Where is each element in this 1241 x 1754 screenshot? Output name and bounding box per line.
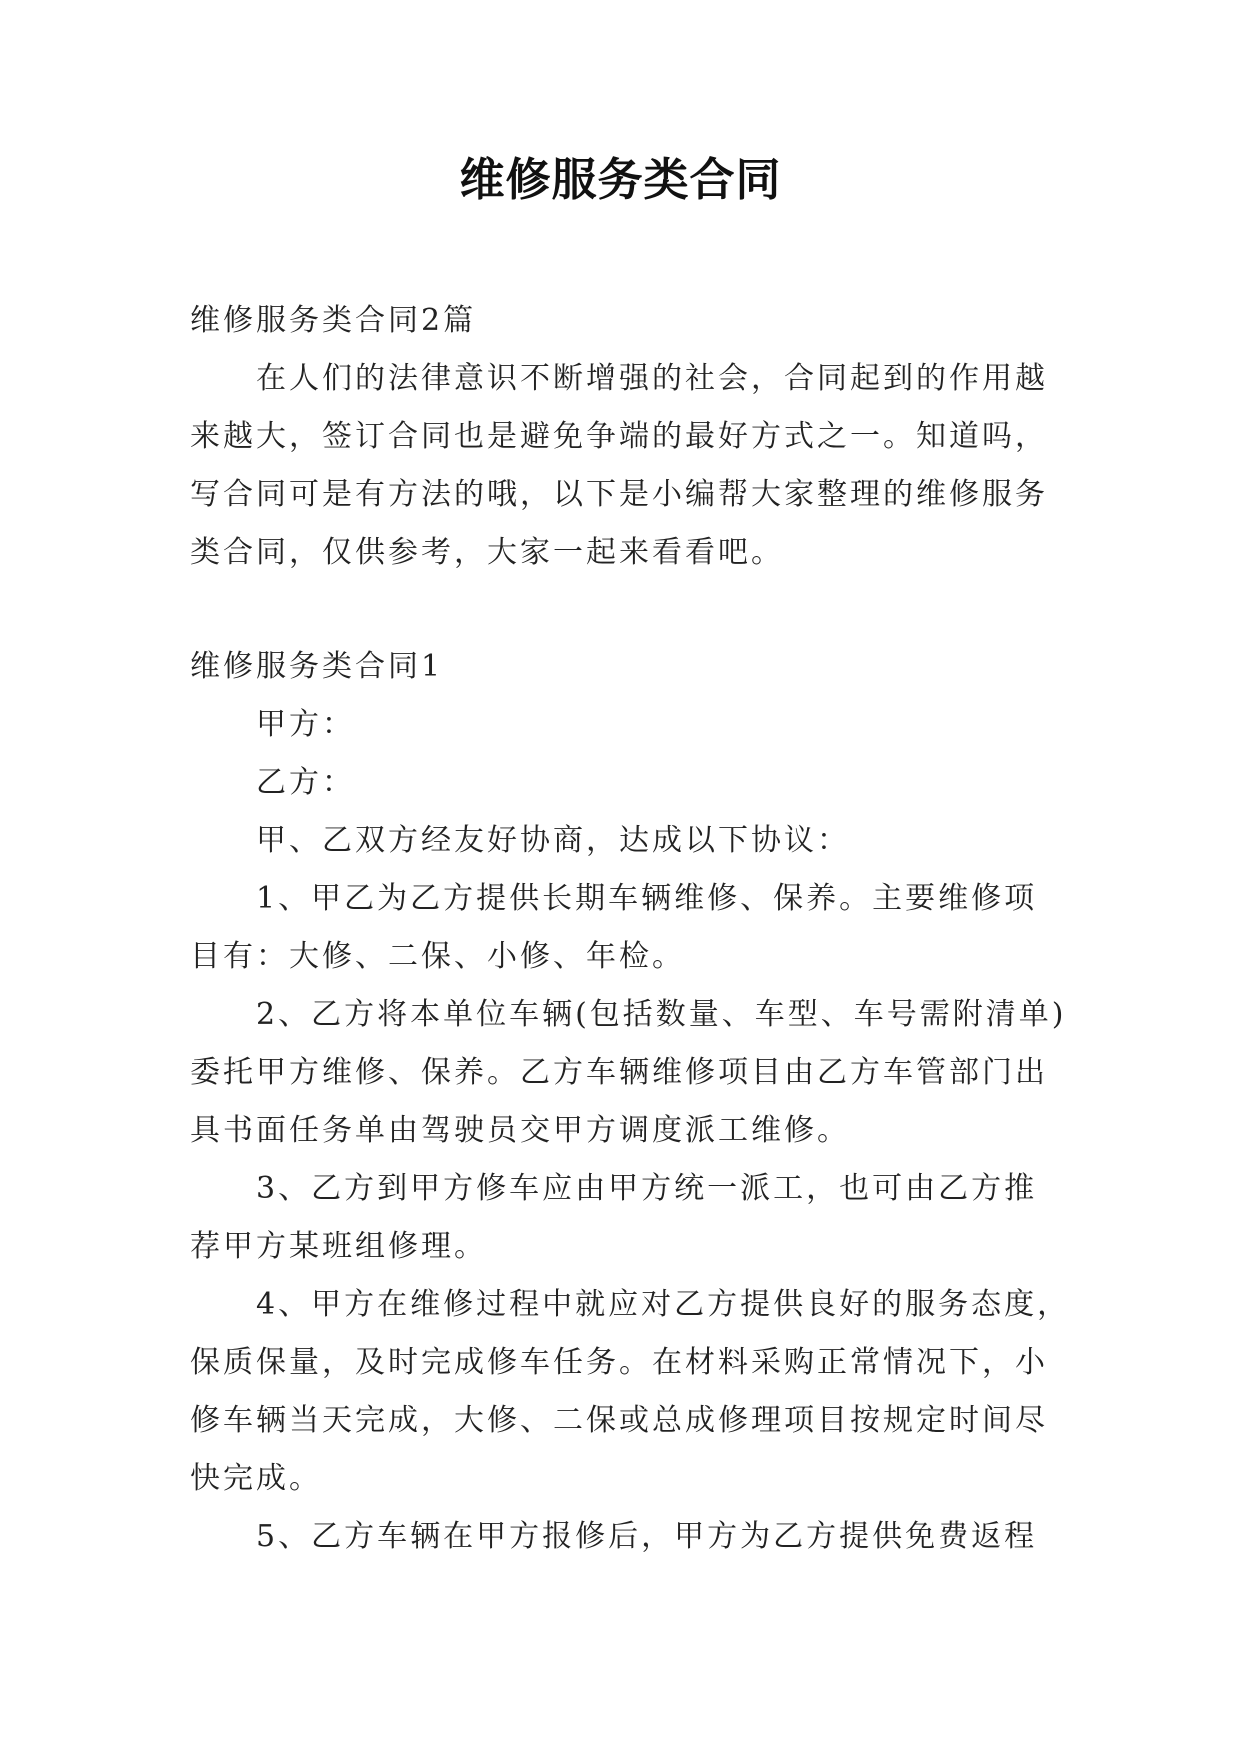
- intro-line: 类合同，仅供参考，大家一起来看看吧。: [190, 535, 784, 570]
- clause-4-line: 4、甲方在维修过程中就应对乙方提供良好的服务态度，: [256, 1287, 1071, 1322]
- clause-1-line: 目有：大修、二保、小修、年检。: [190, 939, 685, 974]
- clause-2-line: 具书面任务单由驾驶员交甲方调度派工维修。: [190, 1113, 850, 1148]
- clause-4-line: 保质保量，及时完成修车任务。在材料采购正常情况下，小: [190, 1345, 1048, 1380]
- intro-line: 写合同可是有方法的哦，以下是小编帮大家整理的维修服务: [190, 477, 1048, 512]
- party-b-line: 乙方：: [256, 765, 355, 800]
- clause-5-line: 5、乙方车辆在甲方报修后，甲方为乙方提供免费返程: [256, 1519, 1038, 1554]
- document-subtitle: 维修服务类合同2篇: [190, 303, 477, 338]
- document-body: [190, 292, 1070, 1566]
- intro-line: 来越大，签订合同也是避免争端的最好方式之一。知道吗，: [190, 419, 1048, 454]
- clause-3-line: 荐甲方某班组修理。: [190, 1229, 487, 1264]
- clause-1-line: 1、甲乙为乙方提供长期车辆维修、保养。主要维修项: [256, 881, 1038, 916]
- clause-2-line: 委托甲方维修、保养。乙方车辆维修项目由乙方车管部门出: [190, 1055, 1048, 1090]
- section-heading: 维修服务类合同1: [190, 649, 444, 684]
- clause-3-line: 3、乙方到甲方修车应由甲方统一派工，也可由乙方推: [256, 1171, 1038, 1206]
- agreement-intro-line: 甲、乙双方经友好协商，达成以下协议：: [256, 823, 850, 858]
- intro-line: 在人们的法律意识不断增强的社会，合同起到的作用越: [256, 361, 1048, 396]
- section-spacer: [190, 582, 1070, 638]
- clause-4-line: 快完成。: [190, 1461, 322, 1496]
- party-a-line: 甲方：: [256, 707, 355, 742]
- document-title: 维修服务类合同: [459, 153, 782, 206]
- clause-2-line: 2、乙方将本单位车辆(包括数量、车型、车号需附清单): [256, 997, 1067, 1032]
- clause-4-line: 修车辆当天完成，大修、二保或总成修理项目按规定时间尽: [190, 1403, 1048, 1438]
